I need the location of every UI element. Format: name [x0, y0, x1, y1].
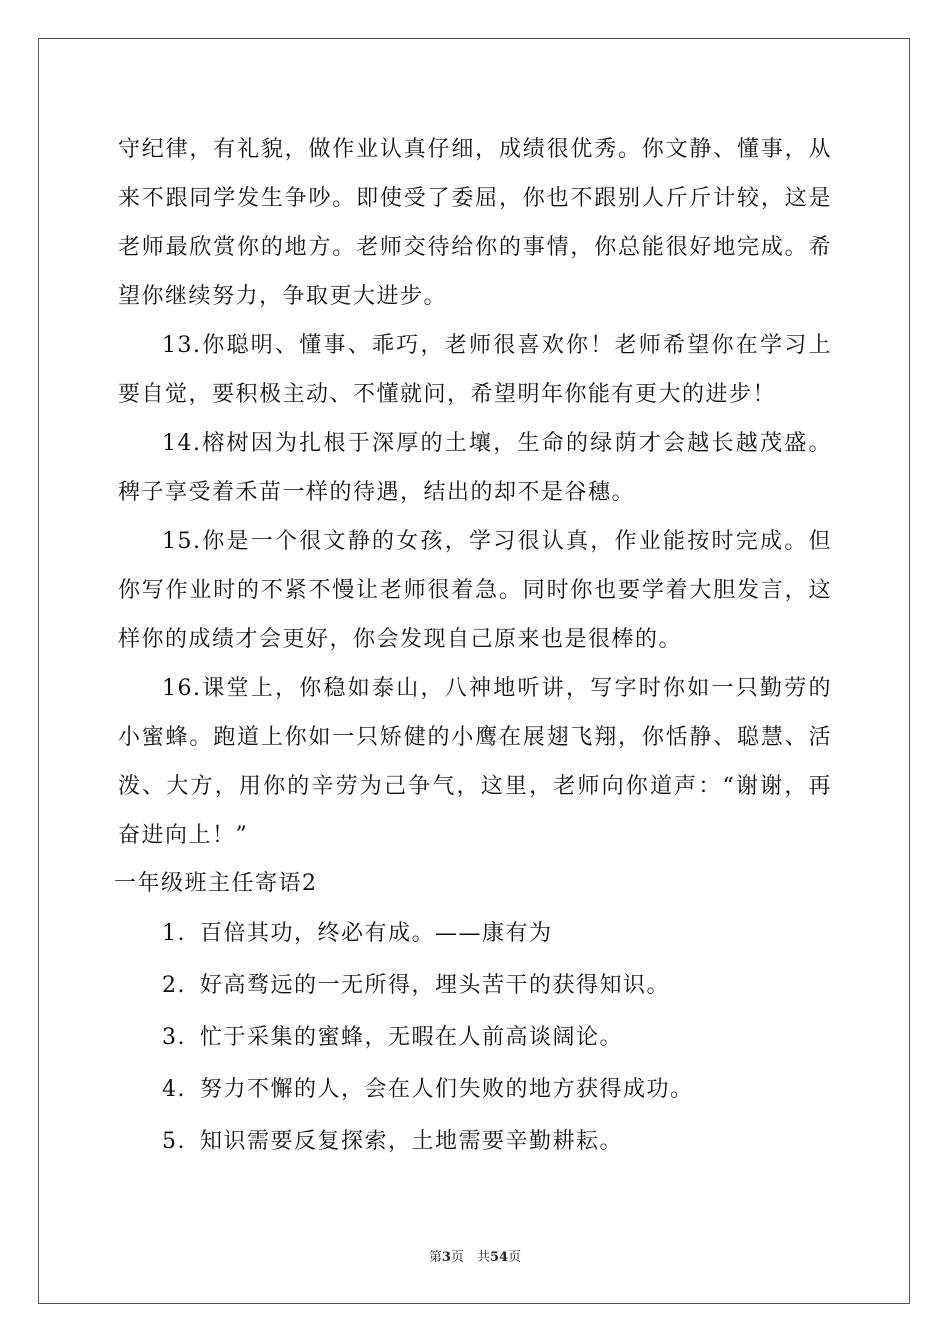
- list-item: [118, 1116, 832, 1168]
- total-page-count: 54: [489, 1250, 509, 1265]
- current-page-number: 3: [441, 1250, 451, 1265]
- paragraph-16: 16.课堂上，你稳如泰山，八神地听讲，写字时你如一只勤劳的小蜜蜂。跑道上你如一只矫健的小鹰在展翅飞翔，你恬静、聪慧、活泼、大方，用你的辛劳为己争气，这里，老师向你道声：“谢谢，再奋进向上！”: [118, 676, 832, 848]
- list-item: [118, 1064, 832, 1116]
- paragraph-continued: 守纪律，有礼貌，做作业认真仔细，成绩很优秀。你文静、懂事，从来不跟同学发生争吵。即使受了委屈，你也不跟别人斤斤计较，这是老师最欣赏你的地方。老师交待给你的事情，你总能很好地完成。希望你继续努力，争取更大进步。: [118, 137, 832, 309]
- list-number: 2.: [162, 973, 186, 998]
- list-number: 5.: [162, 1129, 186, 1154]
- list-item: [118, 1012, 832, 1064]
- footer-suffix: 页: [508, 1250, 522, 1265]
- list-number: 1.: [162, 921, 186, 946]
- document-body: [114, 125, 832, 1168]
- paragraph-14: 14.榕树因为扎根于深厚的土壤，生命的绿荫才会越长越茂盛。稗子享受着禾苗一样的待遇，结出的却不是谷穗。: [118, 431, 832, 505]
- page-footer: [0, 1246, 950, 1265]
- list-text: 知识需要反复探索，土地需要辛勤耕耘。: [200, 1129, 624, 1154]
- quote-list: [118, 908, 832, 1168]
- section-title: 一年级班主任寄语2: [114, 871, 318, 896]
- list-number: 3.: [162, 1025, 186, 1050]
- list-item: [118, 960, 832, 1012]
- list-text: 好高骛远的一无所得，埋头苦干的获得知识。: [200, 973, 671, 998]
- list-text: 努力不懈的人，会在人们失败的地方获得成功。: [200, 1077, 694, 1102]
- list-number: 4.: [162, 1077, 186, 1102]
- footer-prefix: 第: [428, 1250, 442, 1265]
- list-text: 百倍其功，终必有成。——康有为: [200, 921, 553, 946]
- footer-mid: 页 共: [450, 1250, 490, 1265]
- paragraph-15: 15.你是一个很文静的女孩，学习很认真，作业能按时完成。但你写作业时的不紧不慢让老师很着急。同时你也要学着大胆发言，这样你的成绩才会更好，你会发现自己原来也是很棒的。: [118, 529, 832, 652]
- list-item: [118, 908, 832, 960]
- paragraph-13: 13.你聪明、懂事、乖巧，老师很喜欢你！老师希望你在学习上要自觉，要积极主动、不懂就问，希望明年你能有更大的进步！: [118, 333, 832, 407]
- list-text: 忙于采集的蜜蜂，无暇在人前高谈阔论。: [200, 1025, 624, 1050]
